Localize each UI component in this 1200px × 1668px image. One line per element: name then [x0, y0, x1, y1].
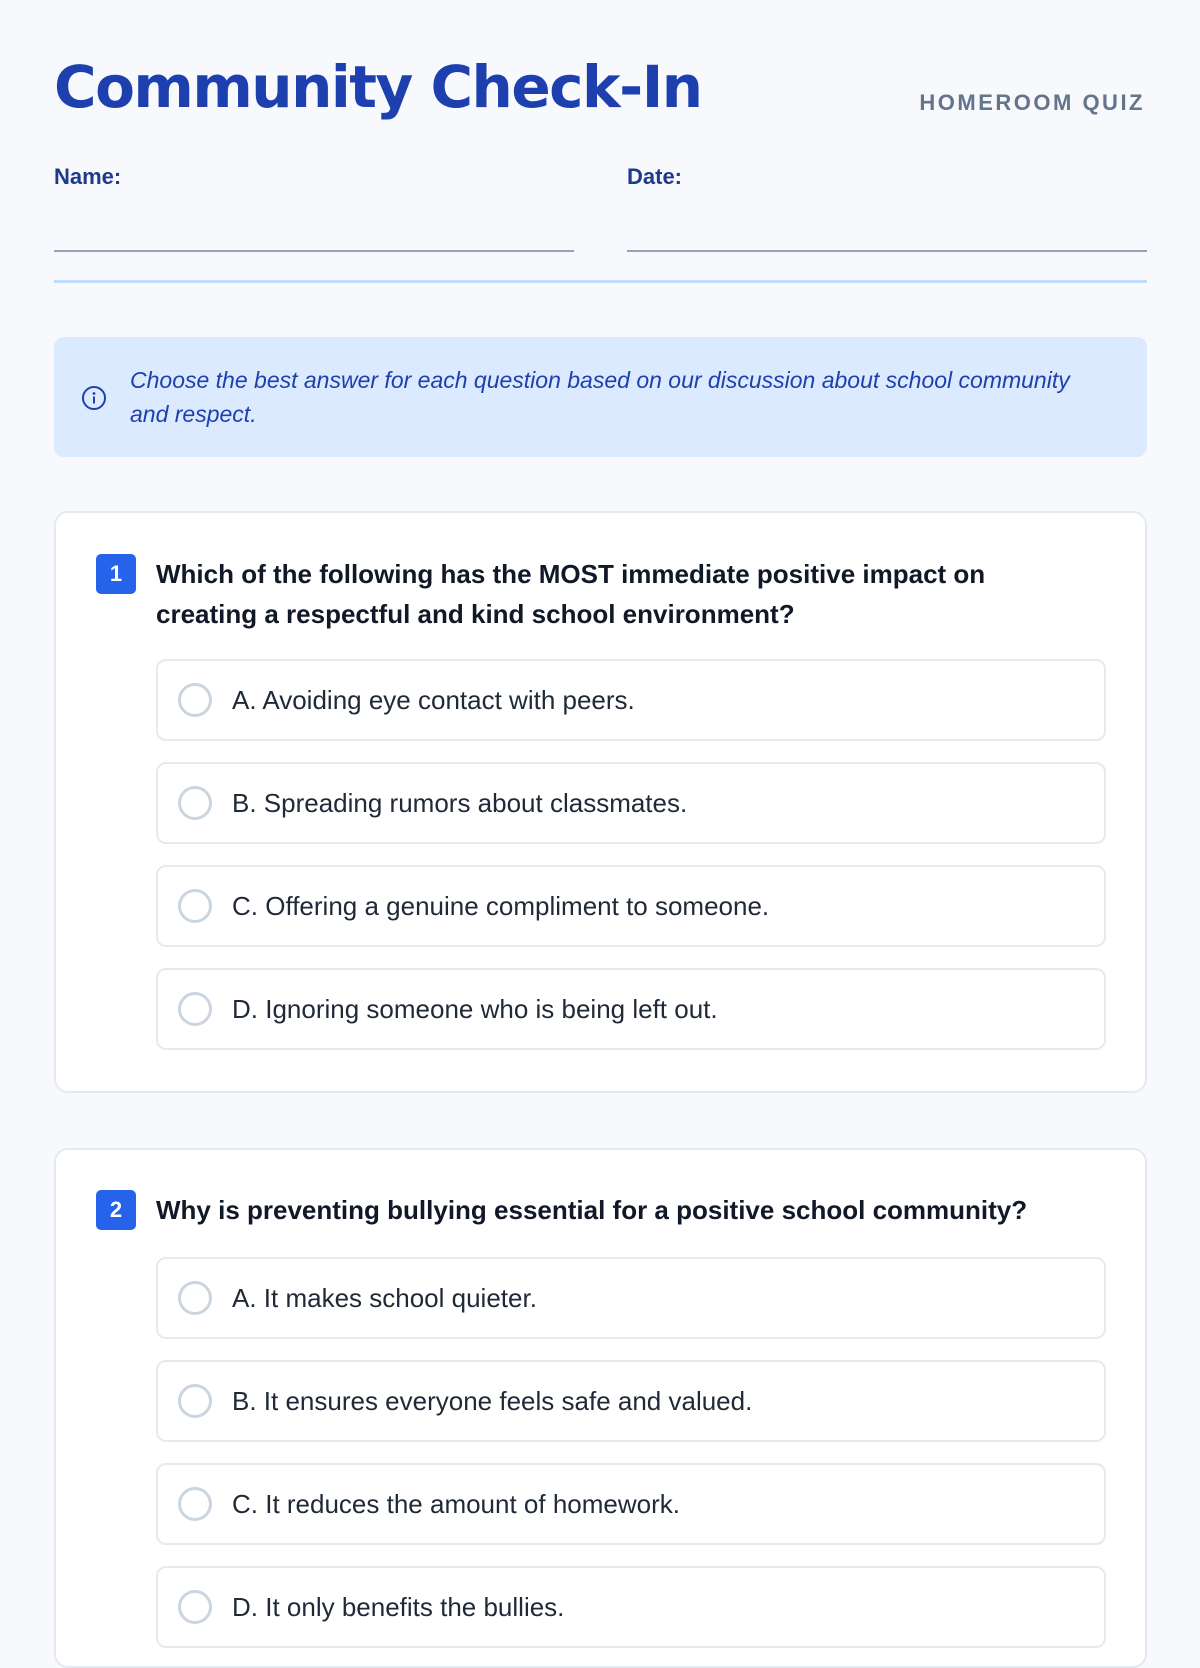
radio-button[interactable] — [178, 1281, 212, 1315]
radio-button[interactable] — [178, 1384, 212, 1418]
radio-button[interactable] — [178, 683, 212, 717]
header — [54, 0, 1147, 140]
option-label: B. It ensures everyone feels safe and valued. — [232, 1386, 753, 1416]
name-field[interactable] — [54, 164, 574, 190]
date-label: Date: — [627, 164, 683, 189]
name-label: Name: — [54, 164, 122, 189]
date-field[interactable] — [627, 164, 1147, 190]
option-1b[interactable] — [156, 762, 1106, 844]
option-label: A. It makes school quieter. — [232, 1283, 537, 1313]
radio-button[interactable] — [178, 1487, 212, 1521]
option-2d[interactable] — [156, 1566, 1106, 1648]
quiz-page — [54, 0, 1147, 282]
name-input-line[interactable] — [54, 250, 574, 252]
option-2c[interactable] — [156, 1463, 1106, 1545]
radio-button[interactable] — [178, 889, 212, 923]
option-label: B. Spreading rumors about classmates. — [232, 788, 688, 818]
option-1a[interactable] — [156, 659, 1106, 741]
page-title: Community Check-In — [54, 53, 702, 121]
question-number-badge: 2 — [96, 1190, 136, 1230]
student-fields — [54, 140, 1147, 282]
option-label: D. Ignoring someone who is being left out. — [232, 994, 718, 1024]
instructions-box — [54, 337, 1147, 457]
date-input-line[interactable] — [627, 250, 1147, 252]
instructions-text: Choose the best answer for each question based on our discussion about school community and respect. — [130, 367, 1070, 427]
quiz-type-label: HOMEROOM QUIZ — [919, 90, 1145, 115]
radio-button[interactable] — [178, 786, 212, 820]
option-1d[interactable] — [156, 968, 1106, 1050]
question-text: Why is preventing bullying essential for a positive school community? — [156, 1195, 1028, 1225]
info-icon — [81, 385, 107, 411]
option-label: C. It reduces the amount of homework. — [232, 1489, 680, 1519]
radio-button[interactable] — [178, 1590, 212, 1624]
option-label: D. It only benefits the bullies. — [232, 1592, 565, 1622]
option-label: A. Avoiding eye contact with peers. — [232, 685, 635, 715]
question-number-badge: 1 — [96, 554, 136, 594]
option-2b[interactable] — [156, 1360, 1106, 1442]
option-label: C. Offering a genuine compliment to someone. — [232, 891, 770, 921]
option-1c[interactable] — [156, 865, 1106, 947]
header-divider — [54, 280, 1147, 283]
question-card-2 — [54, 1148, 1147, 1668]
question-card-1 — [54, 511, 1147, 1093]
radio-button[interactable] — [178, 992, 212, 1026]
question-text: Which of the following has the MOST immediate positive impact on creating a respectful and kind school environment? — [156, 559, 986, 629]
option-2a[interactable] — [156, 1257, 1106, 1339]
